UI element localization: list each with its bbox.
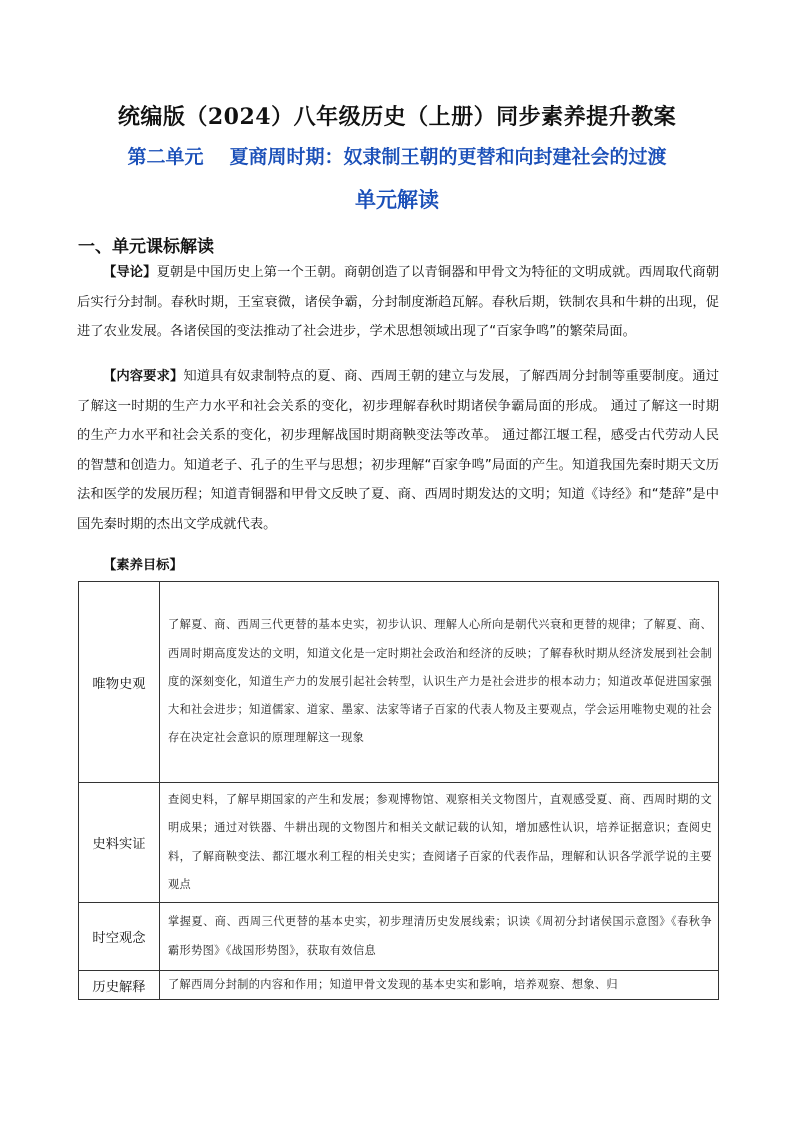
goal-content: 掌握夏、商、西周三代更替的基本史实，初步理清历史发展线索；识读《周初分封诸侯国示意图》《春秋争霸形势图》《战国形势图》，获取有效信息 (160, 903, 719, 971)
unit-label: 第二单元 (127, 146, 204, 168)
goal-label: 历史解释 (79, 971, 160, 1000)
intro-tag: 【导论】 (103, 265, 157, 280)
goals-heading: 【素养目标】 (103, 558, 183, 573)
intro-paragraph (77, 258, 719, 347)
section-title: 单元解读 (355, 187, 439, 212)
goal-label: 时空观念 (79, 903, 160, 971)
requirements-paragraph (77, 362, 719, 540)
goal-content: 查阅史料，了解早期国家的产生和发展；参观博物馆、观察相关文物图片，直观感受夏、商、西周时期的文明成果；通过对铁器、牛耕出现的文物图片和相关文献记载的认知，增加感性认识，培养证据意识；查阅史料，了解商鞅变法、都江堰水利工程的相关史实；查阅诸子百家的代表作品，理解和认识各学派学说的主要观点 (160, 783, 719, 903)
table-row (79, 783, 719, 903)
unit-name: 夏商周时期：奴隶制王朝的更替和向封建社会的过渡 (229, 146, 667, 168)
goal-content: 了解西周分封制的内容和作用；知道甲骨文发现的基本史实和影响，培养观察、想象、归 (160, 971, 719, 1000)
heading-curriculum-interpretation: 一、单元课标解读 (78, 237, 214, 257)
table-row (79, 971, 719, 1000)
table-row (79, 582, 719, 783)
table-row (79, 903, 719, 971)
document-title: 统编版（2024）八年级历史（上册）同步素养提升教案 (117, 104, 677, 130)
unit-title (0, 142, 794, 169)
goal-content: 了解夏、商、西周三代更替的基本史实，初步认识、理解人心所向是朝代兴衰和更替的规律；了解夏、商、西周时期高度发达的文明，知道文化是一定时期社会政治和经济的反映；了解春秋时期从经济发展到社会制度的深刻变化，知道生产力的发展引起社会转型，认识生产力是社会进步的根本动力；知道改革促进国家强大和社会进步；知道儒家、道家、墨家、法家等诸子百家的代表人物及主要观点，学会运用唯物史观的社会存在决定社会意识的原理理解这一现象 (160, 582, 719, 783)
goal-label: 史料实证 (79, 783, 160, 903)
requirements-tag: 【内容要求】 (103, 369, 184, 384)
requirements-text: 知道具有奴隶制特点的夏、商、西周王朝的建立与发展，了解西周分封制等重要制度。通过了解这一时期的生产力水平和社会关系的变化，初步理解春秋时期诸侯争霸局面的形成。 通过了解这一时期的生产力水平和社会关系的变化，初步理解战国时期商鞅变法等改革。 通过都江堰工程，感受古代劳动人民的智慧和创造力。知道老子、孔子的生平与思想；初步理解“百家争鸣”局面的产生。知道我国先秦时期天文历法和医学的发展历程；知道青铜器和甲骨文反映了夏、商、西周时期发达的文明；知道《诗经》和“楚辞”是中国先秦时期的杰出文学成就代表。 (77, 369, 720, 532)
goals-table (78, 581, 719, 1000)
intro-text: 夏朝是中国历史上第一个王朝。商朝创造了以青铜器和甲骨文为特征的文明成就。西周取代商朝后实行分封制。春秋时期，王室衰微，诸侯争霸，分封制度渐趋瓦解。春秋后期，铁制农具和牛耕的出现，促进了农业发展。各诸侯国的变法推动了社会进步，学术思想领域出现了“百家争鸣”的繁荣局面。 (77, 265, 720, 340)
goal-label: 唯物史观 (79, 582, 160, 783)
